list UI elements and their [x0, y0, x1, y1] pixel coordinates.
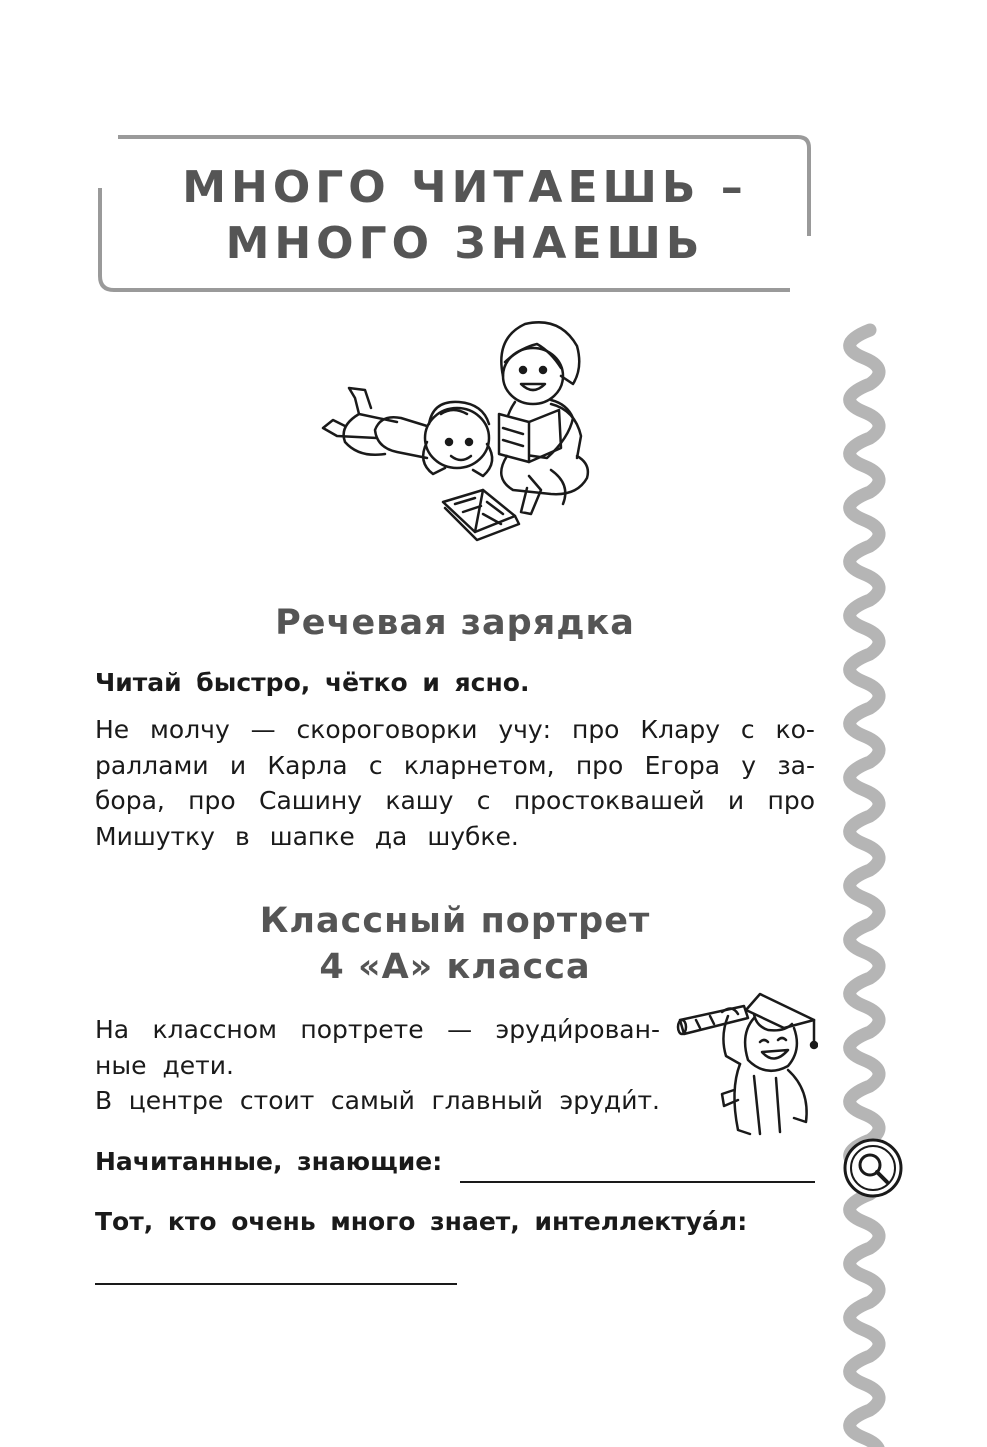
- answer-line-1[interactable]: [460, 1181, 815, 1183]
- paragraph-line: бора, про Сашину кашу с простоквашей и про: [95, 786, 815, 815]
- tongue-twister-paragraph: [95, 712, 815, 854]
- page-title-line1: МНОГО ЧИТАЕШЬ –: [182, 162, 748, 213]
- paragraph-line: Мишутку в шапке да шубке.: [95, 821, 519, 851]
- portrait-paragraph: [95, 1012, 660, 1119]
- question-well-read: Начитанные, знающие:: [95, 1147, 443, 1176]
- section-heading-speech: Речевая зарядка: [275, 603, 635, 643]
- graduate-boy-illustration: [676, 990, 818, 1136]
- instruction-text: Читай быстро, чётко и ясно.: [95, 668, 530, 697]
- answer-line-2[interactable]: [95, 1283, 457, 1285]
- paragraph-line: ные дети.: [95, 1050, 234, 1080]
- paragraph-line: На классном портрете — эруди́рован-: [95, 1015, 660, 1044]
- paragraph-line: В центре стоит самый главный эруди́т.: [95, 1086, 660, 1115]
- magnifier-icon: [843, 1138, 903, 1198]
- children-reading-illustration: [315, 318, 605, 550]
- wave-border-icon: [830, 0, 900, 1447]
- paragraph-line: раллами и Карла с кларнетом, про Егора у за-: [95, 750, 815, 780]
- page-title: [120, 160, 810, 272]
- page-title-line2: МНОГО ЗНАЕШЬ: [225, 218, 705, 269]
- question-intellectual: Тот, кто очень много знает, интеллектуа́л:: [95, 1207, 748, 1236]
- paragraph-line: Не молчу — скороговорки учу: про Клару с ко-: [95, 715, 815, 744]
- section-heading-portrait: Классный портрет 4 «А» класса: [259, 901, 651, 987]
